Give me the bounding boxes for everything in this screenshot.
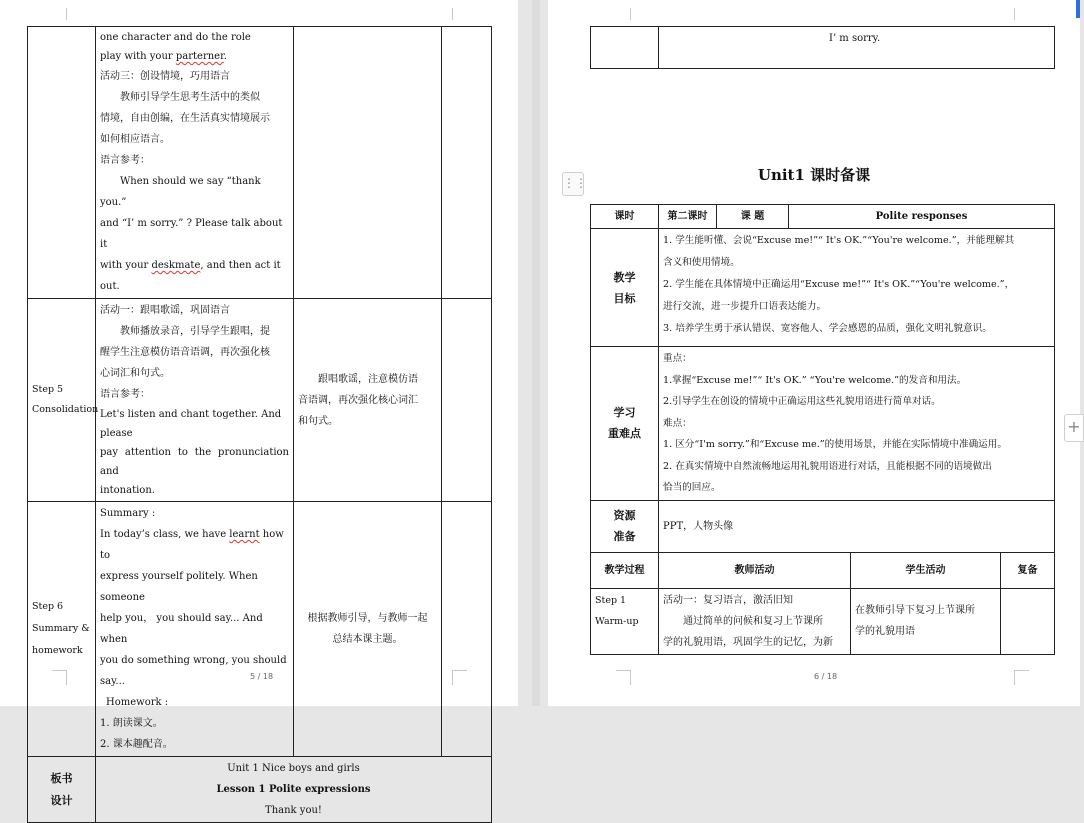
text-line: 通过简单的问候和复习上节课所 <box>683 615 823 627</box>
review-cell <box>442 27 492 299</box>
goals-label <box>591 229 659 347</box>
topic-value: Polite responses <box>789 205 1055 229</box>
margin-mark <box>452 8 453 20</box>
margin-mark <box>1014 8 1015 20</box>
scrollbar[interactable] <box>532 0 540 706</box>
table-row <box>28 299 492 502</box>
table-row <box>591 552 1055 588</box>
step-label: Step 5 <box>32 384 64 395</box>
review-header: 复备 <box>1001 552 1055 588</box>
text-line: 活动三：创设情境，巧用语言 <box>100 71 230 82</box>
label-line: 教学 <box>613 270 636 284</box>
margin-mark <box>66 8 67 20</box>
text-line: 2. 学生能在具体情境中正确运用“Excuse me!”“ It's OK.”“You're welcome.”， <box>663 279 1015 290</box>
margin-mark <box>52 670 67 685</box>
text-line: 和句式。 <box>298 415 338 427</box>
table-row <box>591 27 1055 69</box>
label-line: 资源 <box>613 509 636 522</box>
topic-label: 课 题 <box>717 205 789 229</box>
text-line: 学的礼貌用语 <box>855 626 915 637</box>
text-line: 活动一：跟唱歌谣，巩固语言 <box>100 305 230 316</box>
text-line: 活动一：复习语言，激活旧知 <box>663 594 793 606</box>
table-row <box>591 588 1055 654</box>
review-cell <box>442 502 492 757</box>
table-row <box>591 347 1055 501</box>
board-line: Lesson 1 Polite expressions <box>216 784 371 795</box>
text-line: 教师播放录音，引导学生跟唱，提 <box>120 326 270 337</box>
lesson-plan-table-p6 <box>590 204 1055 655</box>
teacher-activity-header: 教师活动 <box>659 552 851 588</box>
teacher-activity-cell <box>659 588 851 654</box>
text-line: 难点： <box>663 417 692 429</box>
text-line: 音语调，再次强化核心词汇 <box>298 394 418 406</box>
text-line: Summary : <box>100 508 156 519</box>
step-sublabel: Summary & <box>32 623 90 634</box>
period-value: 第二课时 <box>659 205 717 229</box>
text-line: 如何相应语言。 <box>100 134 170 145</box>
text-line: and “I’ m sorry.” ? Please talk about it <box>100 218 283 250</box>
step-label: Step 6 <box>32 601 64 612</box>
table-row <box>591 229 1055 347</box>
step-cell <box>28 27 96 299</box>
text-line: 1.掌握“Excuse me!”“ It's OK.” “You're welcome.”的发音和用法。 <box>663 374 967 386</box>
step-sublabel: Consolidation <box>32 404 99 415</box>
step-cell <box>591 27 659 69</box>
student-activity-cell <box>294 299 442 502</box>
text-line: 语言参考： <box>100 389 150 400</box>
margin-mark <box>452 670 467 685</box>
student-activity-cell <box>851 588 1001 654</box>
text-line: 跟唱歌谣，注意模仿语 <box>318 373 418 385</box>
table-row <box>591 205 1055 229</box>
text-line: When should we say “thank you.” <box>100 176 261 208</box>
text-line: 醒学生注意模仿语音语调，再次强化核 <box>100 347 270 358</box>
plus-icon[interactable]: + <box>1064 414 1084 442</box>
text-line: 恰当的回应。 <box>663 482 721 493</box>
board-design-content <box>96 757 492 823</box>
text-line: 心词汇和句式。 <box>100 368 170 379</box>
text-line: 进行交流，进一步提升口语表达能力。 <box>663 301 827 312</box>
teacher-activity-cell <box>96 299 294 502</box>
text-line: 2. 在真实情境中自然流畅地运用礼貌用语进行对话，且能根据不同的语境做出 <box>663 460 992 472</box>
page-number: 5 / 18 <box>250 672 274 681</box>
table-row <box>28 27 492 299</box>
text-line: help you， you should say... And when <box>100 613 263 645</box>
text-line: one character and do the role <box>100 32 251 43</box>
review-cell <box>1001 588 1055 654</box>
text-line: intonation. <box>100 485 155 496</box>
text-line: 在教师引导下复习上节课所 <box>855 605 975 616</box>
text-line: Let's listen and chant together. And please <box>100 409 282 439</box>
goals-content <box>659 229 1055 347</box>
teacher-activity-cell <box>96 502 294 757</box>
scroll-position-indicator <box>1076 0 1080 18</box>
text-line: In today’s class, we have learnt how to <box>100 529 284 561</box>
text-line: say... <box>100 676 125 687</box>
margin-mark <box>1014 670 1029 685</box>
text-line: 含义和使用情境。 <box>663 257 740 268</box>
label-line: 设计 <box>50 793 73 807</box>
text-line: 情境，自由创编，在生活真实情境展示 <box>100 113 270 124</box>
student-activity-cell <box>294 502 442 757</box>
text-line: 教师引导学生思考生活中的类似 <box>120 92 260 103</box>
text-line: pay attention to the pronunciation and <box>100 447 289 477</box>
table-row <box>591 500 1055 552</box>
label-line: 重难点 <box>608 427 641 441</box>
lesson-table-p5 <box>27 26 492 823</box>
label-line: 学习 <box>613 406 636 420</box>
student-activity-cell <box>294 27 442 299</box>
board-line: Thank you! <box>265 805 322 816</box>
text-line: 学的礼貌用语，巩固学生的记忆，为新 <box>663 636 833 648</box>
text-line: 2.引导学生在创设的情境中正确运用这些礼貌用语进行简单对话。 <box>663 396 941 407</box>
step-label: Step 1 <box>595 594 627 606</box>
keypoints-label <box>591 347 659 501</box>
resources-content: PPT，人物头像 <box>659 500 1055 552</box>
step-label-cell <box>28 502 96 757</box>
step-label-cell <box>591 588 659 654</box>
board-design-label <box>28 757 96 823</box>
text-line: 1. 朗读课文。 <box>100 718 163 729</box>
step-sublabel: homework <box>32 645 83 656</box>
text-line: with your deskmate, and then act it out. <box>100 260 281 292</box>
margin-mark <box>616 670 631 685</box>
label-line: 板书 <box>50 771 73 785</box>
page-number: 6 / 18 <box>814 672 838 681</box>
text-line: express yourself politely. When someone <box>100 571 258 603</box>
board-line: Unit 1 Nice boys and girls <box>227 763 360 774</box>
step-label-cell <box>28 299 99 502</box>
drag-handle-icon[interactable]: ⋮⋮ <box>562 172 584 196</box>
text-line: 根据教师引导，与教师一起 <box>307 613 428 624</box>
label-line: 准备 <box>613 530 636 543</box>
page-title: Unit1 课时备课 <box>757 166 871 184</box>
step-sublabel: Warm-up <box>595 615 639 627</box>
label-line: 目标 <box>613 291 636 305</box>
resources-label <box>591 500 659 552</box>
text-line: 重点： <box>663 353 692 364</box>
continued-table-p6 <box>590 26 1055 69</box>
student-activity-header: 学生活动 <box>851 552 1001 588</box>
text-line: 语言参考： <box>100 155 150 166</box>
margin-mark <box>630 8 631 20</box>
page-6 <box>548 0 1080 706</box>
table-row <box>28 757 492 823</box>
text-line: 3. 培养学生勇于承认错误、宽容他人、学会感恩的品质，强化文明礼貌意识。 <box>663 323 992 334</box>
text-line: you do something wrong, you should <box>100 655 287 666</box>
table-row <box>28 502 492 757</box>
text-cell: I’ m sorry. <box>659 27 1055 69</box>
text-line: 2. 课本趣配音。 <box>100 739 173 750</box>
text-line: 总结本课主题。 <box>332 634 403 645</box>
text-line: 1. 区分“I'm sorry.”和“Excuse me.”的使用场景，并能在实际情境中准确运用。 <box>663 439 1007 450</box>
process-header: 教学过程 <box>591 552 659 588</box>
review-cell <box>442 299 492 502</box>
text-line: 1. 学生能听懂、会说“Excuse me!”“ It's OK.”“You're welcome.”，并能理解其 <box>663 235 1015 246</box>
keypoints-content <box>659 347 1055 501</box>
period-label: 课时 <box>591 205 659 229</box>
text-line: play with your parterner. <box>100 51 227 62</box>
page-5 <box>0 0 518 816</box>
teacher-activity-cell <box>96 27 294 299</box>
text-line: Homework : <box>106 697 169 708</box>
